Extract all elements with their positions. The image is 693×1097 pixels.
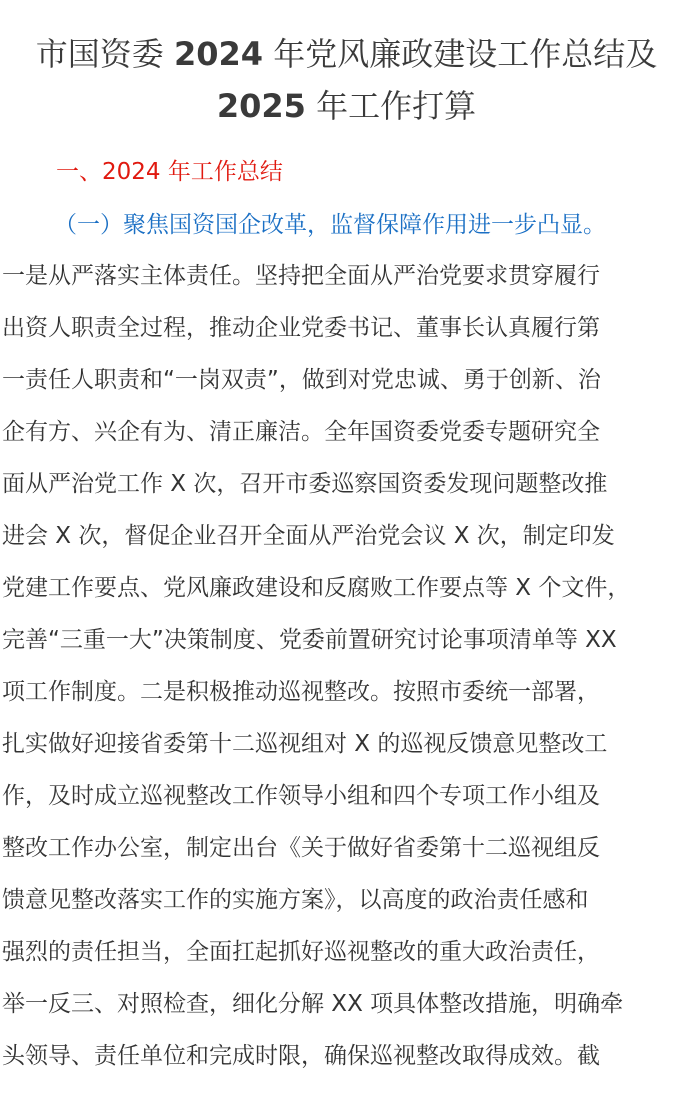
body-text-line: 作，及时成立巡视整改工作领导小组和四个专项工作小组及: [2, 783, 600, 809]
title-year-2024: 2024: [173, 35, 264, 73]
body-text-line: 扎实做好迎接省委第十二巡视组对 X 的巡视反馈意见整改工: [2, 731, 608, 757]
title-year-2025: 2025: [216, 87, 306, 125]
body-text-line: 完善“三重一大”决策制度、党委前置研究讨论事项清单等 XX: [2, 627, 617, 653]
title-suffix-2: 年工作打算: [305, 87, 477, 125]
title-suffix-1: 年党风廉政建设工作总结及: [263, 35, 658, 73]
section-heading-work-summary: 一、2024 年工作总结: [56, 159, 283, 185]
body-text-line: 举一反三、对照检查，细化分解 XX 项具体整改措施，明确牵: [2, 991, 624, 1017]
body-text-line: 出资人职责全过程，推动企业党委书记、董事长认真履行第: [2, 315, 600, 341]
body-text-line: 头领导、责任单位和完成时限，确保巡视整改取得成效。截: [2, 1043, 600, 1069]
body-text-line: 强烈的责任担当，全面扛起抓好巡视整改的重大政治责任，: [2, 939, 600, 965]
body-text-line: 一是从严落实主体责任。坚持把全面从严治党要求贯穿履行: [2, 263, 600, 289]
body-text-line: 党建工作要点、党风廉政建设和反腐败工作要点等 X 个文件，: [2, 575, 631, 601]
body-text-line: 项工作制度。二是积极推动巡视整改。按照市委统一部署，: [2, 679, 600, 705]
title-line-2: [217, 87, 476, 125]
body-text-line: 一责任人职责和“一岗双责”，做到对党忠诚、勇于创新、治: [2, 367, 601, 393]
body-text-line: 整改工作办公室，制定出台《关于做好省委第十二巡视组反: [2, 835, 600, 861]
body-text-line: 馈意见整改落实工作的实施方案》，以高度的政治责任感和: [2, 887, 589, 913]
body-paragraph: [0, 250, 693, 1082]
subsection-heading-reform-supervision: （一）聚焦国资国企改革，监督保障作用进一步凸显。: [54, 212, 606, 238]
document-title: [0, 0, 693, 132]
title-line-1: [36, 35, 657, 73]
body-text-line: 企有方、兴企有为、清正廉洁。全年国资委党委专题研究全: [2, 419, 600, 445]
title-prefix: 市国资委: [35, 35, 174, 73]
body-text-line: 进会 X 次，督促企业召开全面从严治党会议 X 次，制定印发: [2, 523, 615, 549]
body-text-line: 面从严治党工作 X 次，召开市委巡察国资委发现问题整改推: [2, 471, 608, 497]
